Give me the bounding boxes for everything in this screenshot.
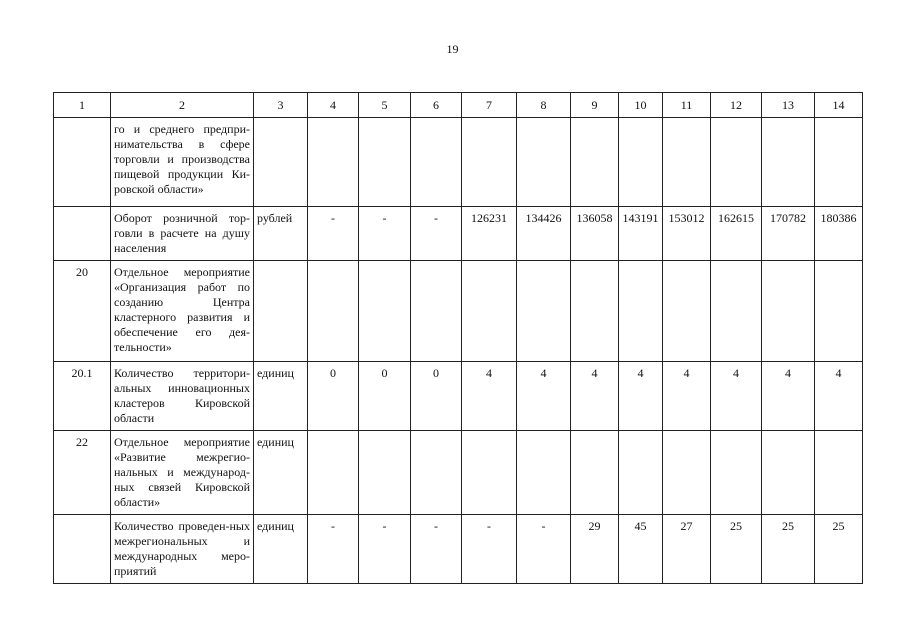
table-cell-index — [54, 207, 111, 261]
table-cell-value: 25 — [815, 515, 863, 584]
column-header: 3 — [254, 93, 308, 118]
table-row — [54, 118, 863, 207]
column-header: 1 — [54, 93, 111, 118]
table-cell-value — [711, 118, 762, 207]
table-cell-value — [815, 118, 863, 207]
table-cell-value: 0 — [359, 362, 411, 431]
table-cell-description: го и среднего предпри-нимательства в сфере торговли и производства пищевой продукции Ки-ровской области» — [111, 118, 254, 207]
table-cell-value: 136058 — [571, 207, 619, 261]
table-cell-value — [462, 118, 517, 207]
table-row — [54, 515, 863, 584]
table-cell-value — [411, 118, 462, 207]
table-cell-unit: единиц — [254, 431, 308, 515]
table-cell-unit: единиц — [254, 515, 308, 584]
table-cell-value — [517, 118, 571, 207]
table-cell-value — [308, 118, 359, 207]
table-cell-description: Количество территори-альных инновационных кластеров Кировской области — [111, 362, 254, 431]
column-header: 8 — [517, 93, 571, 118]
table-cell-index — [54, 515, 111, 584]
table-cell-value: 4 — [571, 362, 619, 431]
table-cell-value — [815, 261, 863, 362]
table-cell-value — [663, 261, 711, 362]
table-cell-value: - — [359, 207, 411, 261]
table-cell-value: 25 — [711, 515, 762, 584]
table-cell-value — [462, 431, 517, 515]
table-cell-value — [359, 431, 411, 515]
table-cell-value: 162615 — [711, 207, 762, 261]
table-cell-value — [711, 261, 762, 362]
table-cell-value: 45 — [619, 515, 663, 584]
table-cell-value: 25 — [762, 515, 815, 584]
column-header: 11 — [663, 93, 711, 118]
table-cell-value — [711, 431, 762, 515]
table-cell-description: Отдельное мероприятие «Организация работ по созданию Центра кластерного развития и обеспечение его дея-тельности» — [111, 261, 254, 362]
table-cell-value — [411, 261, 462, 362]
table-cell-value — [663, 431, 711, 515]
table-cell-value: - — [308, 207, 359, 261]
table-cell-description: Количество проведен-ных межрегиональных и международных меро-приятий — [111, 515, 254, 584]
table-cell-value — [815, 431, 863, 515]
table-cell-value — [411, 431, 462, 515]
table-cell-value — [571, 261, 619, 362]
table-cell-unit: рублей — [254, 207, 308, 261]
table-cell-value — [359, 261, 411, 362]
table-cell-value: 27 — [663, 515, 711, 584]
table-cell-value — [517, 431, 571, 515]
table-cell-value — [308, 261, 359, 362]
column-header: 10 — [619, 93, 663, 118]
table-cell-unit: единиц — [254, 362, 308, 431]
table-cell-value — [517, 261, 571, 362]
table-cell-value — [762, 261, 815, 362]
table-cell-value: - — [411, 515, 462, 584]
table-cell-value — [571, 431, 619, 515]
table-cell-value — [619, 261, 663, 362]
table-cell-value: 134426 — [517, 207, 571, 261]
column-header: 13 — [762, 93, 815, 118]
table-cell-value: 0 — [308, 362, 359, 431]
column-header: 14 — [815, 93, 863, 118]
table-cell-value: - — [359, 515, 411, 584]
table-cell-value: 180386 — [815, 207, 863, 261]
column-header: 7 — [462, 93, 517, 118]
table-cell-value: 4 — [663, 362, 711, 431]
column-header: 9 — [571, 93, 619, 118]
table-cell-index: 20 — [54, 261, 111, 362]
table-cell-value: - — [411, 207, 462, 261]
table-row — [54, 431, 863, 515]
table-cell-value: 126231 — [462, 207, 517, 261]
table-cell-value: 4 — [815, 362, 863, 431]
table-cell-value — [462, 261, 517, 362]
table-cell-description: Отдельное мероприятие «Развитие межрегио-нальных и международ-ных связей Кировской области» — [111, 431, 254, 515]
indicators-table — [53, 92, 863, 584]
table-row — [54, 362, 863, 431]
header-row — [54, 93, 863, 118]
table-cell-value: 4 — [762, 362, 815, 431]
table-cell-value — [663, 118, 711, 207]
table-cell-value — [619, 431, 663, 515]
column-header: 4 — [308, 93, 359, 118]
table-cell-unit — [254, 118, 308, 207]
table-cell-value — [359, 118, 411, 207]
table-cell-value: 0 — [411, 362, 462, 431]
table-cell-index: 22 — [54, 431, 111, 515]
table-cell-value — [762, 431, 815, 515]
table-cell-index: 20.1 — [54, 362, 111, 431]
table-cell-value: 4 — [462, 362, 517, 431]
table-cell-value: - — [517, 515, 571, 584]
column-header: 2 — [111, 93, 254, 118]
table-row — [54, 207, 863, 261]
table-cell-value: 4 — [517, 362, 571, 431]
table-cell-value: - — [308, 515, 359, 584]
table-cell-value — [619, 118, 663, 207]
table-cell-value: 4 — [619, 362, 663, 431]
table-cell-value — [571, 118, 619, 207]
table-cell-value — [308, 431, 359, 515]
column-header: 5 — [359, 93, 411, 118]
table-cell-description: Оборот розничной тор-говли в расчете на душу населения — [111, 207, 254, 261]
table-cell-unit — [254, 261, 308, 362]
table-cell-value: 143191 — [619, 207, 663, 261]
table-cell-value: 153012 — [663, 207, 711, 261]
table-cell-index — [54, 118, 111, 207]
table-cell-value — [762, 118, 815, 207]
table-cell-value: 170782 — [762, 207, 815, 261]
table-cell-value: - — [462, 515, 517, 584]
table-cell-value: 4 — [711, 362, 762, 431]
column-header: 12 — [711, 93, 762, 118]
table-cell-value: 29 — [571, 515, 619, 584]
page-number: 19 — [446, 42, 459, 56]
table-row — [54, 261, 863, 362]
column-header: 6 — [411, 93, 462, 118]
